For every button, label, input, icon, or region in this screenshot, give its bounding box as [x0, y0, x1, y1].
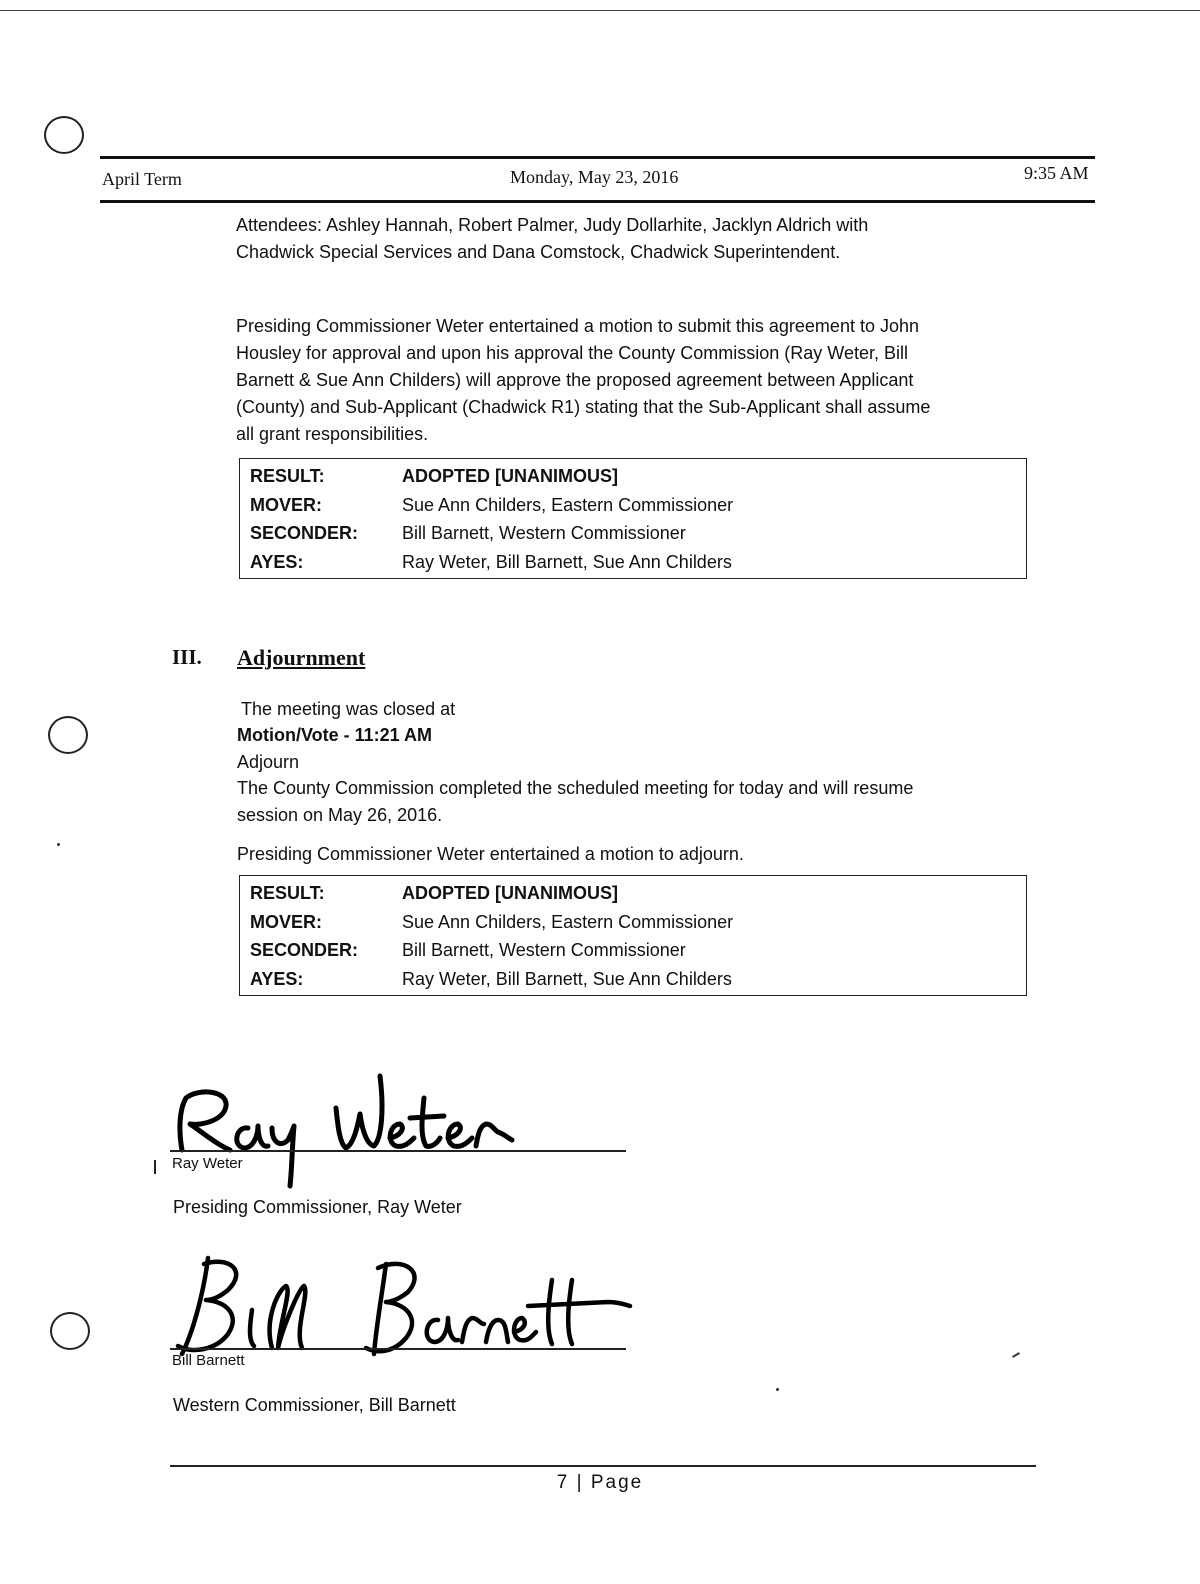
motion-line: (County) and Sub-Applicant (Chadwick R1) stating that the Sub-Applicant shall assume: [236, 397, 931, 417]
vote-result-box: [239, 875, 1027, 996]
seconder-row: [250, 519, 1026, 548]
mover-label: MOVER:: [250, 494, 322, 515]
signature-printed-name: Bill Barnett: [172, 1352, 245, 1369]
mover-row: [250, 908, 1026, 937]
attendees-paragraph: [236, 212, 868, 266]
header-time: 9:35 AM: [1024, 163, 1089, 183]
result-label: RESULT:: [250, 466, 325, 486]
motion-line: Housley for approval and upon his approval the County Commission (Ray Weter, Bill: [236, 343, 908, 363]
scan-edge-line: [0, 10, 1200, 11]
signature-title: Western Commissioner, Bill Barnett: [173, 1395, 456, 1415]
mover-label: MOVER:: [250, 911, 322, 932]
section-title: Adjournment: [237, 645, 366, 670]
attendees-line: Attendees: Ashley Hannah, Robert Palmer, Judy Dollarhite, Jacklyn Aldrich with: [236, 215, 869, 235]
signature-printed-name: Ray Weter: [172, 1155, 243, 1172]
signature-line: [170, 1348, 626, 1350]
seconder-label: SECONDER:: [250, 940, 359, 960]
motion-paragraph: [236, 313, 930, 448]
page-number: 7 | Page: [556, 1472, 644, 1493]
motion-line: all grant responsibilities.: [236, 424, 429, 444]
footer-rule: [170, 1465, 1036, 1467]
ayes-label: AYES:: [250, 968, 304, 989]
signature-title: Presiding Commissioner, Ray Weter: [173, 1197, 462, 1217]
adjourn-motion-text: Presiding Commissioner Weter entertained a motion to adjourn.: [237, 844, 744, 864]
attendees-line: Chadwick Special Services and Dana Comstock, Chadwick Superintendent.: [236, 242, 841, 262]
completed-paragraph: [237, 775, 913, 829]
mover-value: Sue Ann Childers, Eastern Commissioner: [402, 911, 734, 932]
result-value: ADOPTED [UNANIMOUS]: [402, 466, 618, 486]
signature-line: [170, 1150, 626, 1152]
motion-line: Barnett & Sue Ann Childers) will approve the proposed agreement between Applicant: [236, 370, 914, 390]
seconder-row: [250, 936, 1026, 965]
mover-value: Sue Ann Childers, Eastern Commissioner: [402, 494, 734, 515]
punch-hole-bottom: [50, 1312, 90, 1350]
completed-line: session on May 26, 2016.: [237, 805, 443, 825]
section-number: III.: [172, 645, 202, 669]
mover-row: [250, 491, 1026, 520]
result-row: [250, 879, 1026, 908]
result-label: RESULT:: [250, 883, 325, 903]
handwritten-signature-ray-weter: [168, 1068, 548, 1198]
ayes-row: [250, 548, 1026, 577]
motion-vote-time: Motion/Vote - 11:21 AM: [237, 725, 433, 745]
header-rule-top: [100, 156, 1095, 159]
seconder-value: Bill Barnett, Western Commissioner: [402, 940, 686, 960]
ayes-value: Ray Weter, Bill Barnett, Sue Ann Childers: [402, 551, 732, 572]
ayes-value: Ray Weter, Bill Barnett, Sue Ann Childers: [402, 968, 732, 989]
punch-hole-middle: [48, 716, 88, 754]
result-row: [250, 462, 1026, 491]
scan-speck: [776, 1388, 779, 1391]
seconder-label: SECONDER:: [250, 523, 359, 543]
scan-speck: [57, 843, 60, 846]
ayes-label: AYES:: [250, 551, 304, 572]
result-value: ADOPTED [UNANIMOUS]: [402, 883, 618, 903]
closed-at-text: The meeting was closed at: [241, 699, 456, 719]
punch-hole-top: [44, 116, 84, 154]
header-date: Monday, May 23, 2016: [510, 167, 679, 187]
completed-line: The County Commission completed the scheduled meeting for today and will resume: [237, 778, 914, 798]
signature-tick: [154, 1160, 156, 1174]
seconder-value: Bill Barnett, Western Commissioner: [402, 523, 686, 543]
ayes-row: [250, 965, 1026, 994]
motion-line: Presiding Commissioner Weter entertained a motion to submit this agreement to John: [236, 316, 919, 336]
header-rule-bottom: [100, 200, 1095, 203]
scan-speck: [1012, 1352, 1020, 1358]
header-term: April Term: [102, 169, 182, 189]
adjourn-text: Adjourn: [237, 752, 300, 772]
vote-result-box: [239, 458, 1027, 579]
